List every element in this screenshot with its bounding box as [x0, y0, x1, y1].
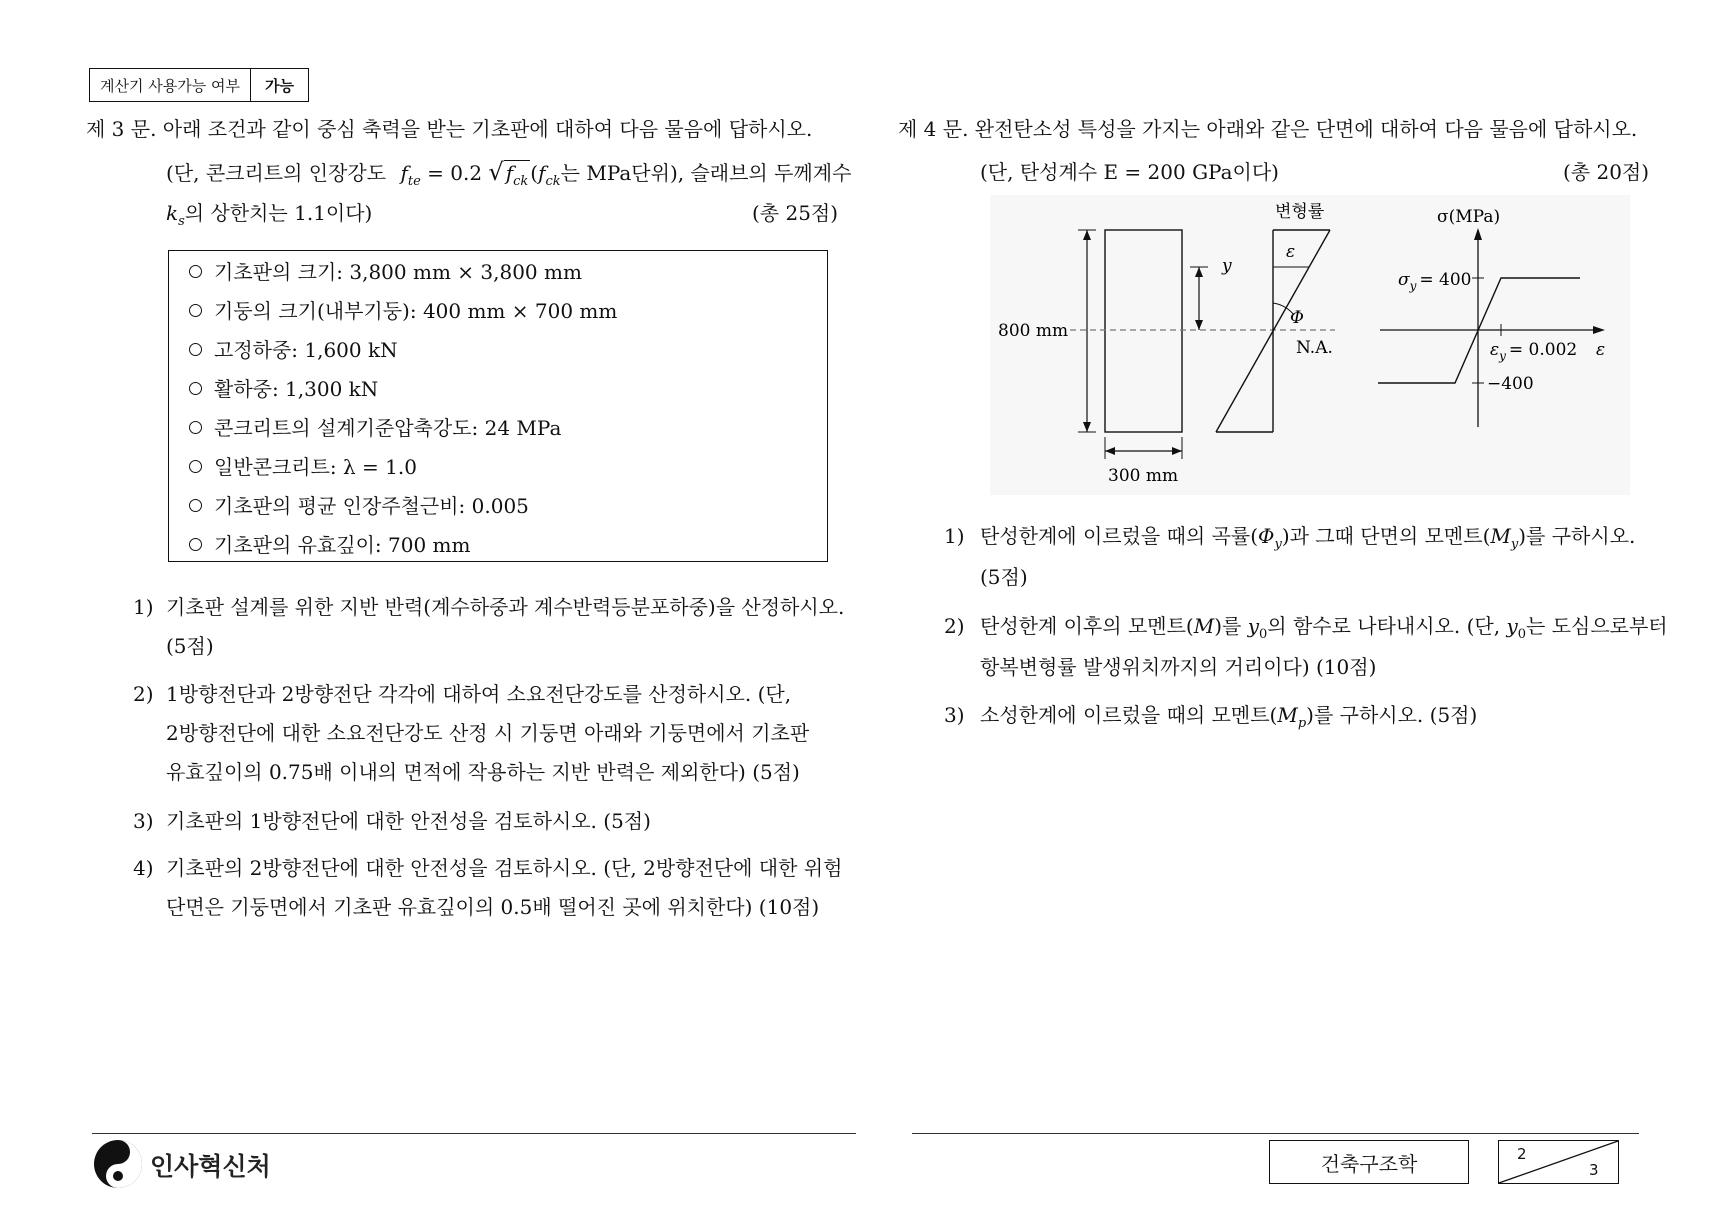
circle-bullet-icon [189, 265, 202, 278]
footer-divider-right [912, 1133, 1639, 1134]
q4-item-number: 3) [944, 703, 965, 727]
q4-item-1-line2: (5점) [980, 565, 1028, 589]
condition-item: 활하중: 1,300 kN [189, 373, 378, 402]
taegeuk-logo-icon [92, 1138, 144, 1190]
section-strain-stress-diagram [990, 195, 1630, 495]
neutral-axis-label: N.A. [1296, 338, 1333, 358]
footer-divider-left [92, 1133, 856, 1134]
page-number-box [1498, 1140, 1619, 1184]
q3-title: 제 3 문. 아래 조건과 같이 중심 축력을 받는 기초판에 대하여 다음 물음에 답하시오. [86, 117, 813, 141]
q3-item-number: 3) [133, 809, 154, 833]
condition-item: 콘크리트의 설계기준압축강도: 24 MPa [189, 412, 561, 441]
calculator-label: 계산기 사용가능 여부 [100, 76, 240, 95]
condition-item: 기둥의 크기(내부기둥): 400 mm × 700 mm [189, 295, 617, 324]
q3-item-4-line: 단면은 기둥면에서 기초판 유효깊이의 0.5배 떨어진 곳에 위치한다) (10점) [166, 895, 820, 919]
epsilon-label: ε [1286, 242, 1296, 262]
q3-note-line1: (단, 콘크리트의 인장강도 $f_{te} = 0.2$ √ $f_{ck}$ ($f_{ck}$는 MPa단위), 슬래브의 두께계수 [166, 158, 852, 189]
q3-note-line2: $k_s$의 상한치는 1.1이다) [166, 201, 373, 229]
negative-yield-label: −400 [1487, 374, 1534, 394]
q3-item-number: 1) [133, 595, 154, 619]
subject-box: 건축구조학 [1269, 1140, 1469, 1184]
strain-title: 변형률 [1275, 202, 1325, 222]
y-label: y [1222, 256, 1232, 276]
q3-item-1-line: 기초판 설계를 위한 지반 반력(계수하중과 계수반력등분포하중)을 산정하시오. [166, 595, 845, 619]
circle-bullet-icon [189, 460, 202, 473]
circle-bullet-icon [189, 538, 202, 551]
circle-bullet-icon [189, 343, 202, 356]
q3-item-2-line: 2방향전단에 대한 소요전단강도 산정 시 기둥면 아래와 기둥면에서 기초판 [166, 721, 810, 745]
condition-item: 고정하중: 1,600 kN [189, 334, 398, 363]
conditions-box [168, 250, 828, 562]
organization-name: 인사혁신처 [150, 1152, 271, 1181]
tensile-strength-formula: $f_{te} = 0.2$ √ $f_{ck}$ [400, 158, 529, 189]
q4-item-number: 2) [944, 614, 965, 638]
condition-item: 기초판의 평균 인장주철근비: 0.005 [189, 490, 529, 519]
q3-item-3-line: 기초판의 1방향전단에 대한 안전성을 검토하시오. (5점) [166, 809, 651, 833]
circle-bullet-icon [189, 304, 202, 317]
phi-label: Φ [1290, 308, 1304, 328]
epsilon-axis-label: ε [1596, 340, 1606, 360]
condition-item: 기초판의 유효깊이: 700 mm [189, 529, 470, 558]
condition-item: 일반콘크리트: λ = 1.0 [189, 451, 417, 480]
yield-stress-label: $\sigma_y = 400$ [1398, 270, 1472, 293]
q4-item-1-line: 탄성한계에 이르렀을 때의 곡률$(\Phi_y)$과 그때 단면의 모멘트$(M_y)$를 구하시오. [980, 524, 1636, 552]
q3-item-number: 2) [133, 682, 154, 706]
q4-title: 제 4 문. 완전탄소성 특성을 가지는 아래와 같은 단면에 대하여 다음 물음에 답하시오. [898, 117, 1638, 141]
q4-points: (총 20점) [1563, 160, 1650, 184]
condition-item: 기초판의 크기: 3,800 mm × 3,800 mm [189, 256, 582, 285]
q3-points: (총 25점) [752, 201, 839, 225]
yield-strain-label: $\varepsilon_y = 0.002$ [1490, 340, 1578, 363]
circle-bullet-icon [189, 499, 202, 512]
q3-item-2-line: 1방향전단과 2방향전단 각각에 대하여 소요전단강도를 산정하시오. (단, [166, 682, 792, 706]
q3-item-2-line: 유효깊이의 0.75배 이내의 면적에 작용하는 지반 반력은 제외한다) (5점) [166, 760, 800, 784]
width-label: 300 mm [1108, 466, 1179, 486]
q4-note: (단, 탄성계수 E = 200 GPa이다) [980, 160, 1279, 184]
page-current: 2 [1517, 1145, 1527, 1163]
q4-item-2-line: 탄성한계 이후의 모멘트(M)를 $y_0$의 함수로 나타내시오. (단, $y_0$는 도심으로부터 [980, 614, 1668, 642]
q3-item-4-line: 기초판의 2방향전단에 대한 안전성을 검토하시오. (단, 2방향전단에 대한 위험 [166, 856, 843, 880]
q4-item-2-line2: 항복변형률 발생위치까지의 거리이다) (10점) [980, 655, 1377, 679]
circle-bullet-icon [189, 421, 202, 434]
q4-item-3-line: 소성한계에 이르렀을 때의 모멘트$(M_p)$를 구하시오. (5점) [980, 703, 1478, 731]
q3-item-number: 4) [133, 856, 154, 880]
q4-item-number: 1) [944, 524, 965, 548]
q3-item-1-line: (5점) [166, 634, 214, 658]
calculator-usage-box [89, 68, 309, 102]
circle-bullet-icon [189, 382, 202, 395]
height-label: 800 mm [998, 321, 1069, 341]
sigma-axis-label: σ(MPa) [1437, 207, 1501, 227]
page-total: 3 [1589, 1161, 1599, 1179]
calculator-value: 가능 [250, 69, 308, 101]
